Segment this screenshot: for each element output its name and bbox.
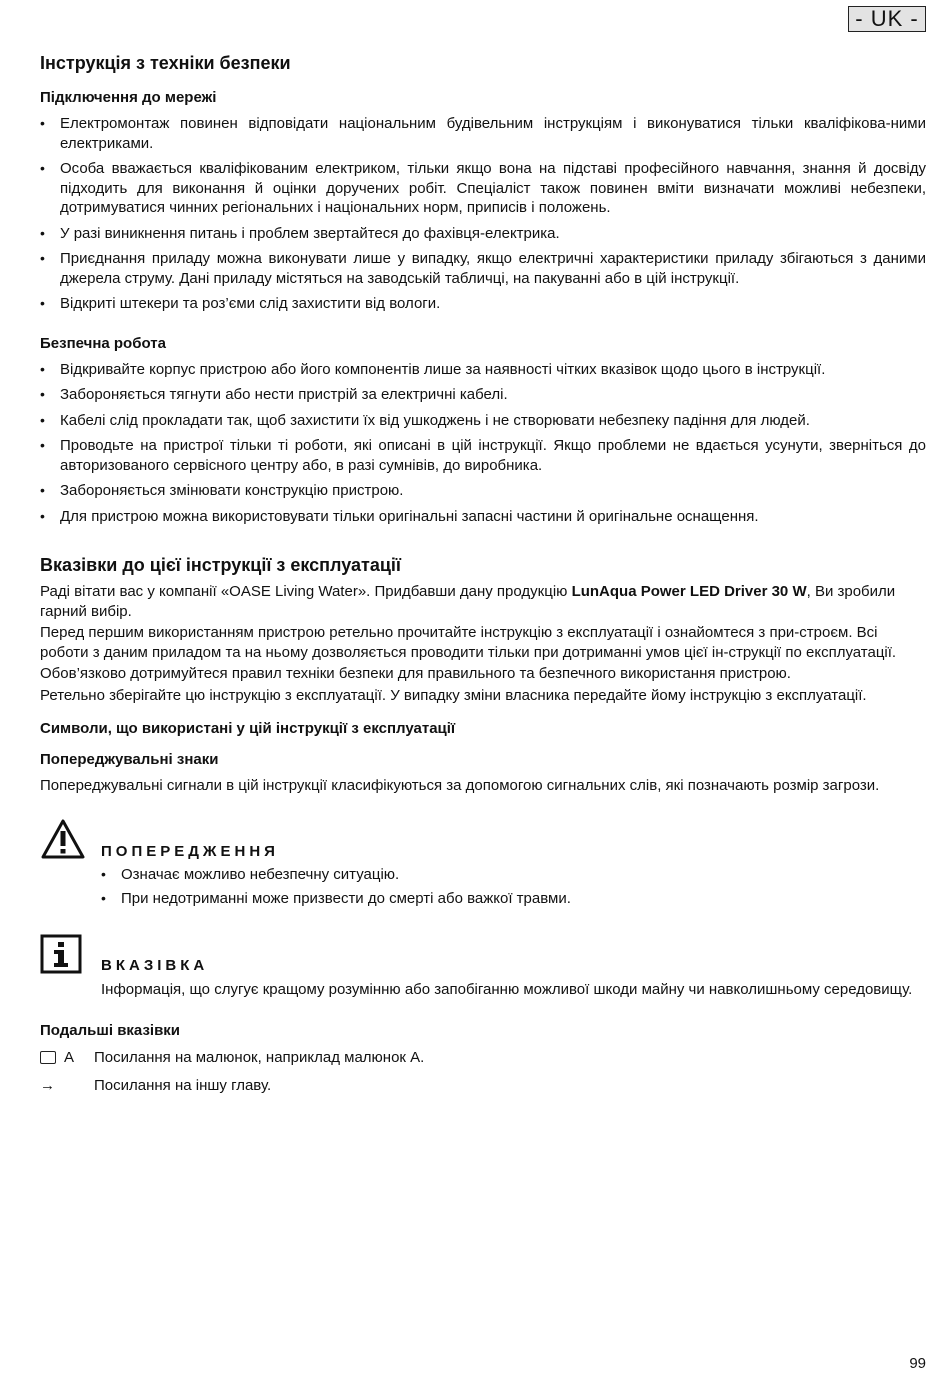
warning-block	[40, 818, 926, 909]
list-item: • Забороняється змінювати конструкцію пристрою.	[40, 481, 926, 501]
language-badge: - UK -	[848, 6, 926, 32]
list-item: • Забороняється тягнути або нести пристрій за електричні кабелі.	[40, 385, 926, 405]
product-name: LunAqua Power LED Driver 30 W	[571, 583, 807, 600]
reference-row	[40, 1048, 926, 1068]
list-item: • Відкриті штекери та роз’єми слід захистити від вологи.	[40, 294, 926, 314]
list-item: • Проводьте на пристрої тільки ті роботи, які описані в цій інструкції. Якщо проблеми не вдається усунути, зверніться до авторизованого сервісного центру або, в разі сумнівів, до виробника.	[40, 436, 926, 475]
warning-triangle-icon	[40, 818, 86, 866]
manual-title: Вказівки до цієї інструкції з експлуатації	[40, 555, 401, 575]
list-item: • Означає можливо небезпечну ситуацію.	[101, 865, 926, 885]
figure-frame-icon	[40, 1051, 56, 1064]
mains-list	[40, 114, 926, 314]
list-item: • Кабелі слід прокладати так, щоб захистити їх від ушкоджень і не створювати небезпеку падіння для людей.	[40, 411, 926, 431]
warnings-text: Попереджувальні сигнали в цій інструкції класифікуються за допомогою сигнальних слів, які позначають розмір загрози.	[40, 777, 880, 794]
list-item: • Відкривайте корпус пристрою або його компонентів лише за наявності чітких вказівок щодо цього в інструкції.	[40, 360, 926, 380]
intro-text-before: Раді вітати вас у компанії «OASE Living Water». Придбавши дану продукцію	[40, 583, 572, 600]
further-heading: Подальші вказівки	[40, 1022, 181, 1039]
intro-paragraph	[40, 582, 926, 621]
warning-list	[101, 865, 926, 908]
warnings-heading: Попереджувальні знаки	[40, 751, 219, 768]
operation-list	[40, 360, 926, 527]
list-item: • Електромонтаж повинен відповідати національним будівельним інструкціям і виконуватися тільки кваліфікова-ними електриками.	[40, 114, 926, 153]
list-item: • Приєднання приладу можна виконувати лише у випадку, якщо електричні характеристики приладу збігаються з даними джерела струму. Дані приладу містяться на заводській табличці, на пакуванні або в цій інструкції.	[40, 249, 926, 288]
paragraph: Перед першим використанням пристрою ретельно прочитайте інструкцію з експлуатації і ознайомтеся з при-строєм. Всі роботи з даним приладом та на ньому дозволяється проводити тільки при дотриманні умов цієї ін-струкції по експлуатації.	[40, 624, 897, 661]
list-item: • У разі виникнення питань і проблем звертайтеся до фахівця-електрика.	[40, 224, 926, 244]
figure-letter: A	[64, 1049, 75, 1066]
list-item: • Для пристрою можна використовувати тільки оригінальні запасні частини й оригінальне оснащення.	[40, 507, 926, 527]
document-body	[40, 52, 926, 1103]
list-item: • Особа вважається кваліфікованим електриком, тільки якщо вона на підставі професійного навчання, знання й досвіду підходить для виконання й оцінки доручених робіт. Спеціаліст також повинен вміти визначати можливі небезпеки, дотримуватися чинних регіональних і національних норм, приписів і положень.	[40, 159, 926, 218]
safety-title: Інструкція з техніки безпеки	[40, 53, 291, 73]
mains-heading: Підключення до мережі	[40, 89, 217, 106]
info-icon	[40, 934, 82, 980]
reference-row	[40, 1076, 926, 1096]
reference-text: Посилання на іншу главу.	[94, 1076, 272, 1094]
warning-word: ПОПЕРЕДЖЕННЯ	[101, 842, 279, 860]
reference-text: Посилання на малюнок, наприклад малюнок А.	[94, 1049, 425, 1066]
note-text: Інформація, що слугує кращому розумінню або запобіганню можливої шкоди майну чи навколишньому середовищу.	[101, 980, 913, 998]
list-item: • При недотриманні може призвести до смерті або важкої травми.	[101, 889, 926, 909]
intro-text-after: , Ви зробили гарний вибір.	[40, 583, 896, 620]
symbols-heading: Символи, що використані у цій інструкції з експлуатації	[40, 720, 456, 737]
note-block	[40, 934, 926, 999]
page-number: 99	[909, 1355, 926, 1372]
note-word: ВКАЗІВКА	[101, 957, 209, 974]
operation-heading: Безпечна робота	[40, 334, 166, 352]
paragraph: Обов’язково дотримуйтеся правил техніки безпеки для правильного та безпечного використання пристрою.	[40, 665, 791, 682]
paragraph: Ретельно зберігайте цю інструкцію з експлуатації. У випадку зміни власника передайте йому інструкцію з експлуатації.	[40, 686, 867, 704]
arrow-right-icon: →	[40, 1076, 55, 1094]
figure-ref-symbol	[40, 1048, 94, 1068]
